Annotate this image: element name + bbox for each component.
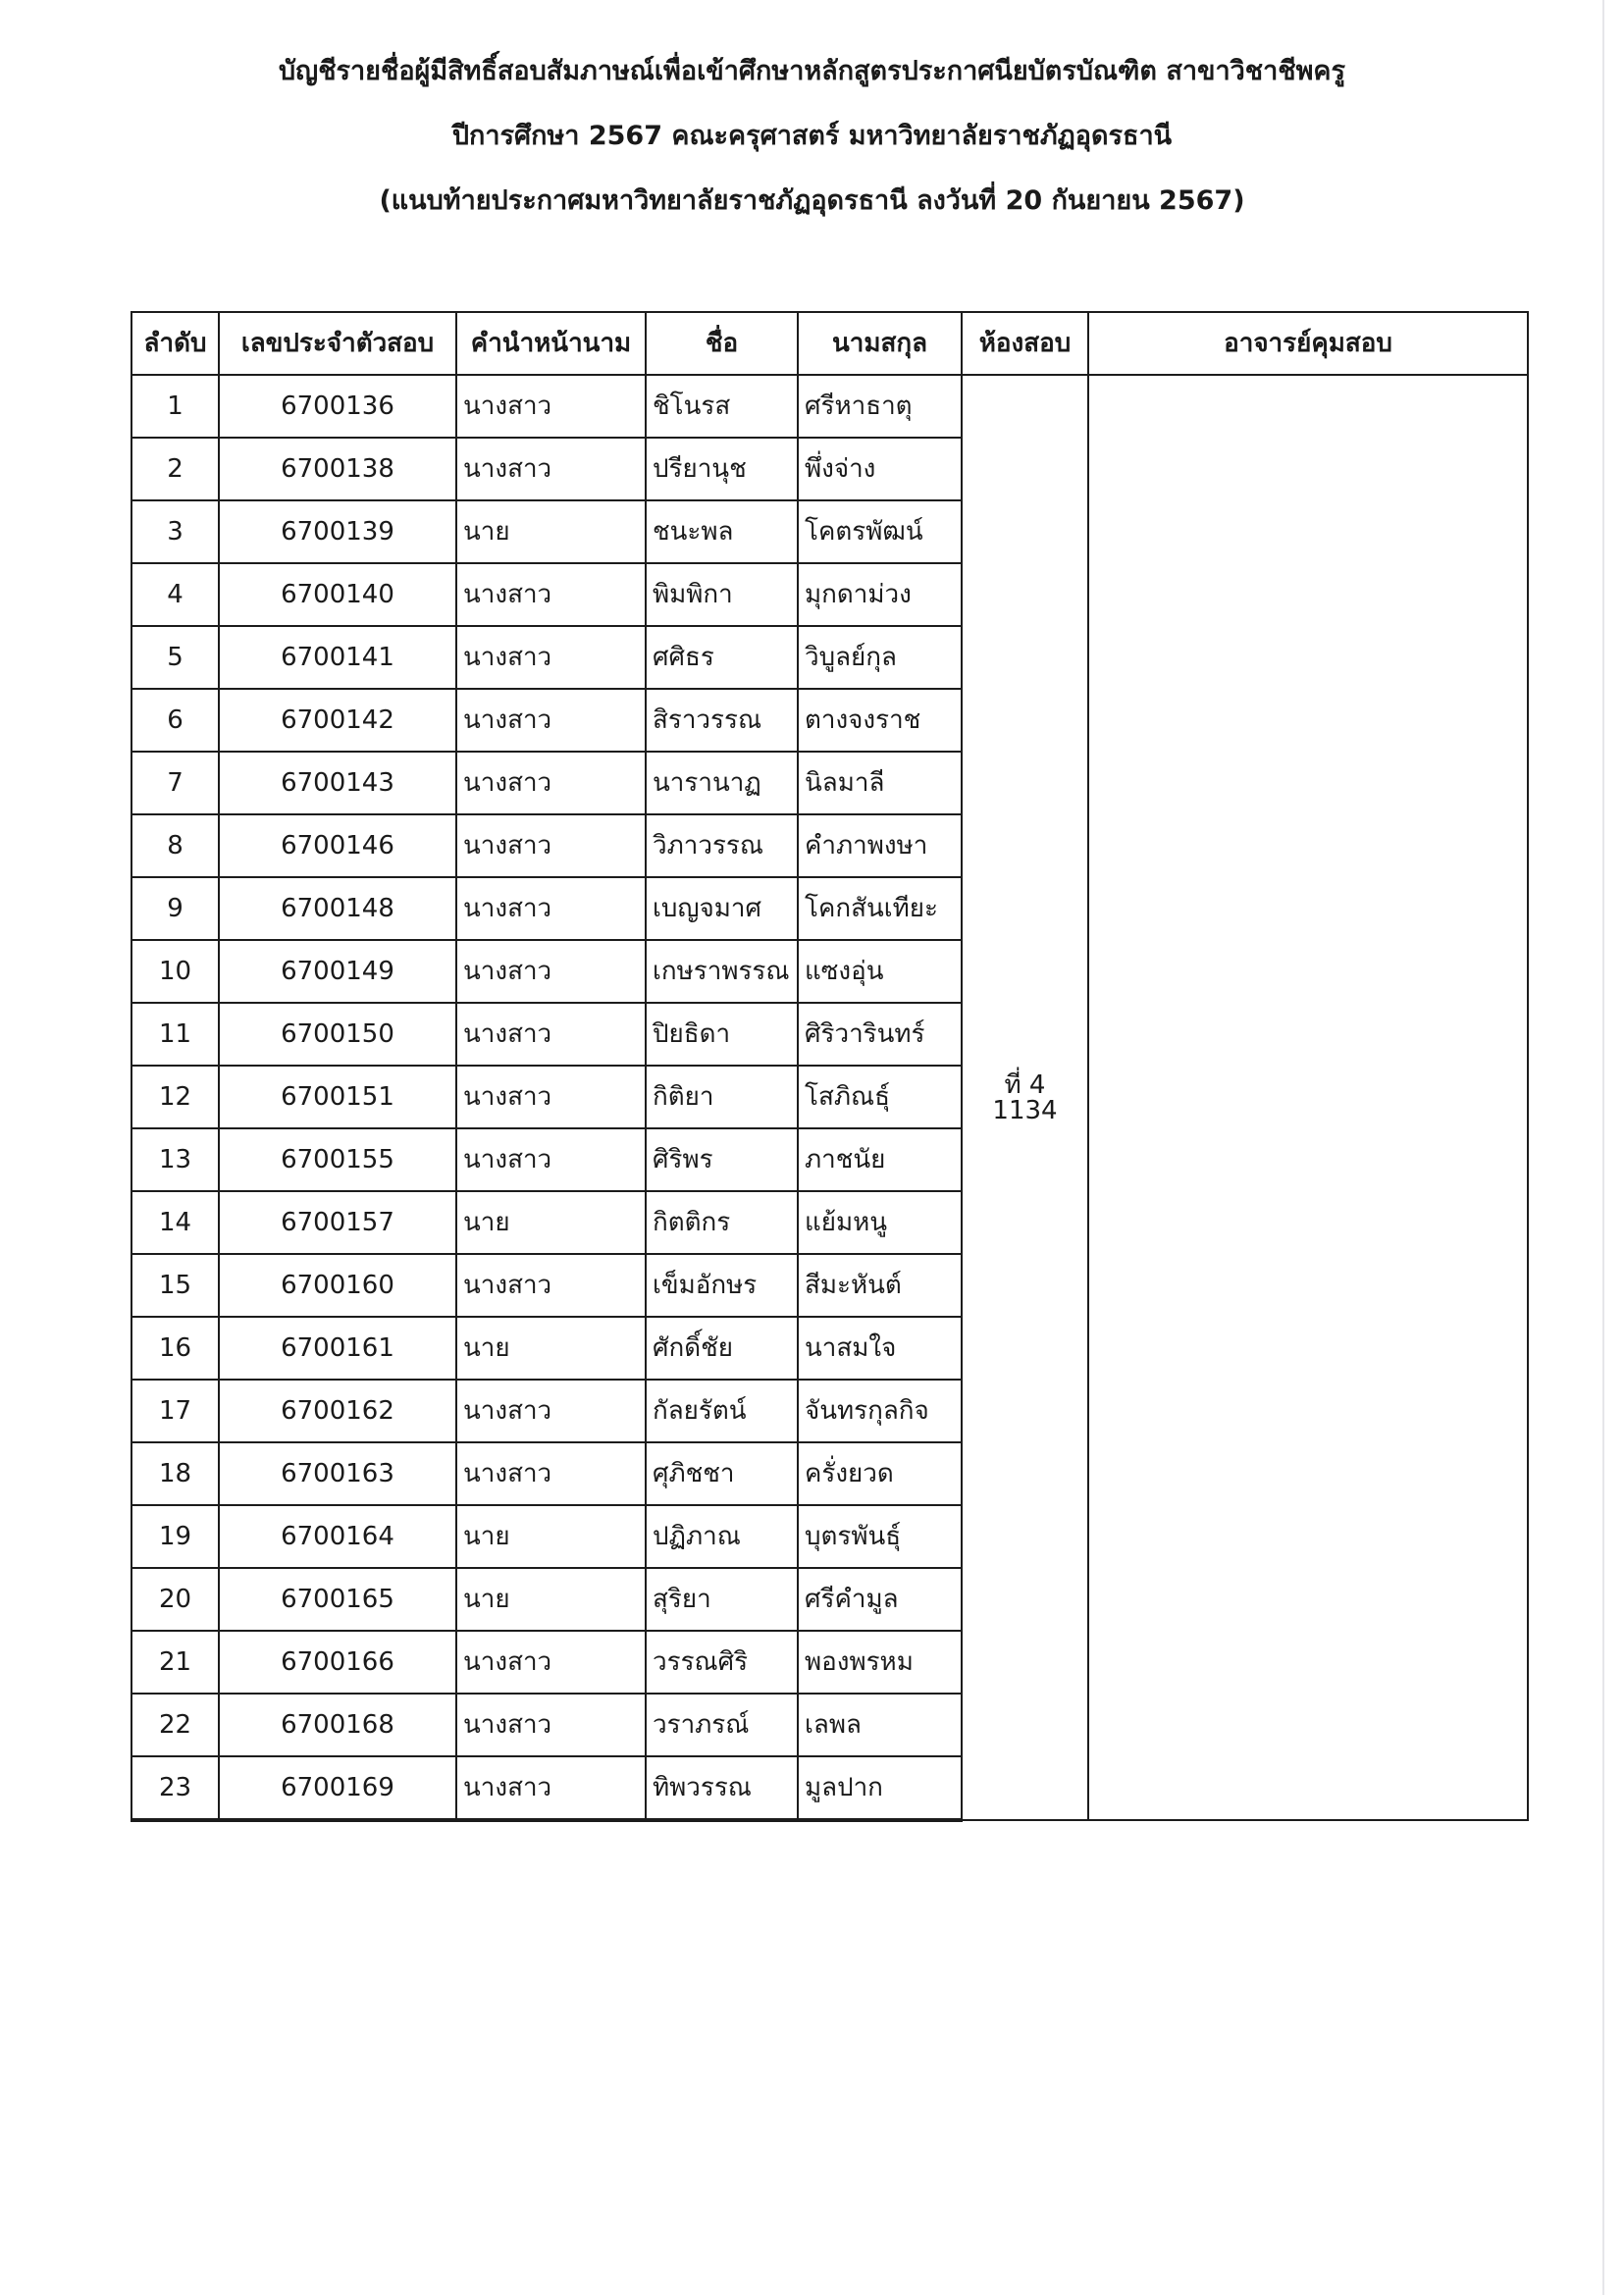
cell-last-name: แซงอุ่น — [798, 940, 962, 1003]
cell-prefix: นางสาว — [456, 940, 646, 1003]
cell-last-name: ศรีคำมูล — [798, 1568, 962, 1631]
cell-no: 9 — [131, 877, 219, 940]
cell-last-name: นาสมใจ — [798, 1317, 962, 1380]
cell-prefix: นางสาว — [456, 1003, 646, 1066]
cell-first-name: ทิพวรรณ — [646, 1756, 798, 1820]
cell-no: 6 — [131, 689, 219, 752]
cell-no: 11 — [131, 1003, 219, 1066]
cell-last-name: แย้มหนู — [798, 1191, 962, 1254]
cell-prefix: นางสาว — [456, 1066, 646, 1128]
cell-exam-id: 6700163 — [219, 1442, 456, 1505]
cell-prefix: นางสาว — [456, 375, 646, 438]
cell-no: 5 — [131, 626, 219, 689]
cell-exam-id: 6700149 — [219, 940, 456, 1003]
cell-prefix: นางสาว — [456, 1442, 646, 1505]
cell-last-name: พองพรหม — [798, 1631, 962, 1694]
header-room: ห้องสอบ — [962, 312, 1088, 375]
header-no: ลำดับ — [131, 312, 219, 375]
cell-prefix: นาย — [456, 500, 646, 563]
cell-prefix: นางสาว — [456, 626, 646, 689]
header-proctor: อาจารย์คุมสอบ — [1088, 312, 1528, 375]
scan-edge-line — [1602, 0, 1604, 2295]
cell-last-name: โสภิณธุ์ — [798, 1066, 962, 1128]
cell-prefix: นางสาว — [456, 689, 646, 752]
cell-first-name: ชิโนรส — [646, 375, 798, 438]
exam-room-cell — [962, 375, 1088, 1820]
cell-first-name: พิมพิกา — [646, 563, 798, 626]
cell-exam-id: 6700155 — [219, 1128, 456, 1191]
cell-no: 14 — [131, 1191, 219, 1254]
room-label: ที่ 4 — [1004, 1069, 1046, 1100]
cell-first-name: ศศิธร — [646, 626, 798, 689]
cell-exam-id: 6700143 — [219, 752, 456, 814]
cell-no: 18 — [131, 1442, 219, 1505]
cell-last-name: นิลมาลี — [798, 752, 962, 814]
cell-no: 12 — [131, 1066, 219, 1128]
cell-prefix: นาย — [456, 1191, 646, 1254]
cell-no: 2 — [131, 438, 219, 500]
cell-first-name: กิติยา — [646, 1066, 798, 1128]
cell-first-name: ศุภิชชา — [646, 1442, 798, 1505]
cell-exam-id: 6700157 — [219, 1191, 456, 1254]
cell-last-name: มุกดาม่วง — [798, 563, 962, 626]
cell-prefix: นางสาว — [456, 814, 646, 877]
cell-exam-id: 6700146 — [219, 814, 456, 877]
cell-no: 20 — [131, 1568, 219, 1631]
cell-prefix: นางสาว — [456, 877, 646, 940]
cell-last-name: ตางจงราช — [798, 689, 962, 752]
cell-prefix: นางสาว — [456, 1128, 646, 1191]
cell-last-name: ศรีหาธาตุ — [798, 375, 962, 438]
room-number: 1134 — [992, 1095, 1058, 1125]
document-title — [0, 39, 1624, 234]
cell-no: 7 — [131, 752, 219, 814]
cell-first-name: กิตติกร — [646, 1191, 798, 1254]
cell-first-name: วิภาวรรณ — [646, 814, 798, 877]
title-line-2: ปีการศึกษา 2567 คณะครุศาสตร์ มหาวิทยาลัยราชภัฏอุดรธานี — [451, 121, 1173, 151]
cell-first-name: ชนะพล — [646, 500, 798, 563]
cell-exam-id: 6700168 — [219, 1694, 456, 1756]
cell-no: 15 — [131, 1254, 219, 1317]
cell-exam-id: 6700148 — [219, 877, 456, 940]
cell-first-name: สุริยา — [646, 1568, 798, 1631]
cell-first-name: ปรียานุช — [646, 438, 798, 500]
header-first-name: ชื่อ — [646, 312, 798, 375]
cell-no: 16 — [131, 1317, 219, 1380]
cell-first-name: ปฏิภาณ — [646, 1505, 798, 1568]
cell-last-name: พึ่งจ่าง — [798, 438, 962, 500]
cell-no: 19 — [131, 1505, 219, 1568]
cell-first-name: กัลยรัตน์ — [646, 1380, 798, 1442]
cell-last-name: สีมะหันต์ — [798, 1254, 962, 1317]
cell-first-name: เข็มอักษร — [646, 1254, 798, 1317]
cell-prefix: นางสาว — [456, 1694, 646, 1756]
cell-exam-id: 6700141 — [219, 626, 456, 689]
cell-prefix: นางสาว — [456, 563, 646, 626]
cell-no: 8 — [131, 814, 219, 877]
cell-exam-id: 6700165 — [219, 1568, 456, 1631]
candidate-table — [131, 311, 1529, 1822]
cell-prefix: นางสาว — [456, 1631, 646, 1694]
cell-no: 1 — [131, 375, 219, 438]
cell-exam-id: 6700138 — [219, 438, 456, 500]
cell-exam-id: 6700162 — [219, 1380, 456, 1442]
cell-no: 3 — [131, 500, 219, 563]
cell-no: 10 — [131, 940, 219, 1003]
cell-last-name: จันทรกุลกิจ — [798, 1380, 962, 1442]
table-header-row — [131, 312, 1528, 375]
cell-first-name: สิราวรรณ — [646, 689, 798, 752]
cell-exam-id: 6700166 — [219, 1631, 456, 1694]
cell-prefix: นาย — [456, 1317, 646, 1380]
cell-exam-id: 6700150 — [219, 1003, 456, 1066]
cell-exam-id: 6700142 — [219, 689, 456, 752]
cell-exam-id: 6700151 — [219, 1066, 456, 1128]
cell-exam-id: 6700164 — [219, 1505, 456, 1568]
cell-last-name: ศิริวารินทร์ — [798, 1003, 962, 1066]
cell-first-name: ศักดิ์ชัย — [646, 1317, 798, 1380]
title-line-1: บัญชีรายชื่อผู้มีสิทธิ์สอบสัมภาษณ์เพื่อเข้าศึกษาหลักสูตรประกาศนียบัตรบัณฑิต สาขาวิชาชีพครู — [279, 56, 1345, 86]
cell-no: 22 — [131, 1694, 219, 1756]
header-exam-id: เลขประจำตัวสอบ — [219, 312, 456, 375]
cell-prefix: นางสาว — [456, 1756, 646, 1820]
cell-exam-id: 6700160 — [219, 1254, 456, 1317]
cell-exam-id: 6700161 — [219, 1317, 456, 1380]
cell-exam-id: 6700139 — [219, 500, 456, 563]
cell-prefix: นาย — [456, 1505, 646, 1568]
header-prefix: คำนำหน้านาม — [456, 312, 646, 375]
cell-first-name: วราภรณ์ — [646, 1694, 798, 1756]
cell-no: 13 — [131, 1128, 219, 1191]
cell-last-name: ภาชนัย — [798, 1128, 962, 1191]
cell-exam-id: 6700136 — [219, 375, 456, 438]
cell-first-name: ศิริพร — [646, 1128, 798, 1191]
cell-no: 17 — [131, 1380, 219, 1442]
cell-no: 21 — [131, 1631, 219, 1694]
cell-no: 23 — [131, 1756, 219, 1820]
proctor-cell — [1088, 375, 1528, 1820]
cell-last-name: วิบูลย์กุล — [798, 626, 962, 689]
cell-first-name: ปิยธิดา — [646, 1003, 798, 1066]
cell-last-name: ครั่งยวด — [798, 1442, 962, 1505]
cell-first-name: วรรณศิริ — [646, 1631, 798, 1694]
cell-first-name: เบญจมาศ — [646, 877, 798, 940]
cell-last-name: โคตรพัฒน์ — [798, 500, 962, 563]
cell-exam-id: 6700140 — [219, 563, 456, 626]
header-last-name: นามสกุล — [798, 312, 962, 375]
cell-exam-id: 6700169 — [219, 1756, 456, 1820]
cell-last-name: โคกสันเทียะ — [798, 877, 962, 940]
title-line-3: (แนบท้ายประกาศมหาวิทยาลัยราชภัฏอุดรธานี ลงวันที่ 20 กันยายน 2567) — [379, 185, 1245, 216]
cell-prefix: นาย — [456, 1568, 646, 1631]
cell-last-name: มูลปาก — [798, 1756, 962, 1820]
cell-last-name: บุตรพันธุ์ — [798, 1505, 962, 1568]
cell-first-name: นารานาฏ — [646, 752, 798, 814]
cell-last-name: เลพล — [798, 1694, 962, 1756]
table-row — [131, 375, 1528, 438]
cell-prefix: นางสาว — [456, 752, 646, 814]
cell-first-name: เกษราพรรณ — [646, 940, 798, 1003]
cell-prefix: นางสาว — [456, 438, 646, 500]
cell-last-name: คำภาพงษา — [798, 814, 962, 877]
cell-prefix: นางสาว — [456, 1380, 646, 1442]
table-body — [131, 375, 1528, 1820]
cell-no: 4 — [131, 563, 219, 626]
cell-prefix: นางสาว — [456, 1254, 646, 1317]
